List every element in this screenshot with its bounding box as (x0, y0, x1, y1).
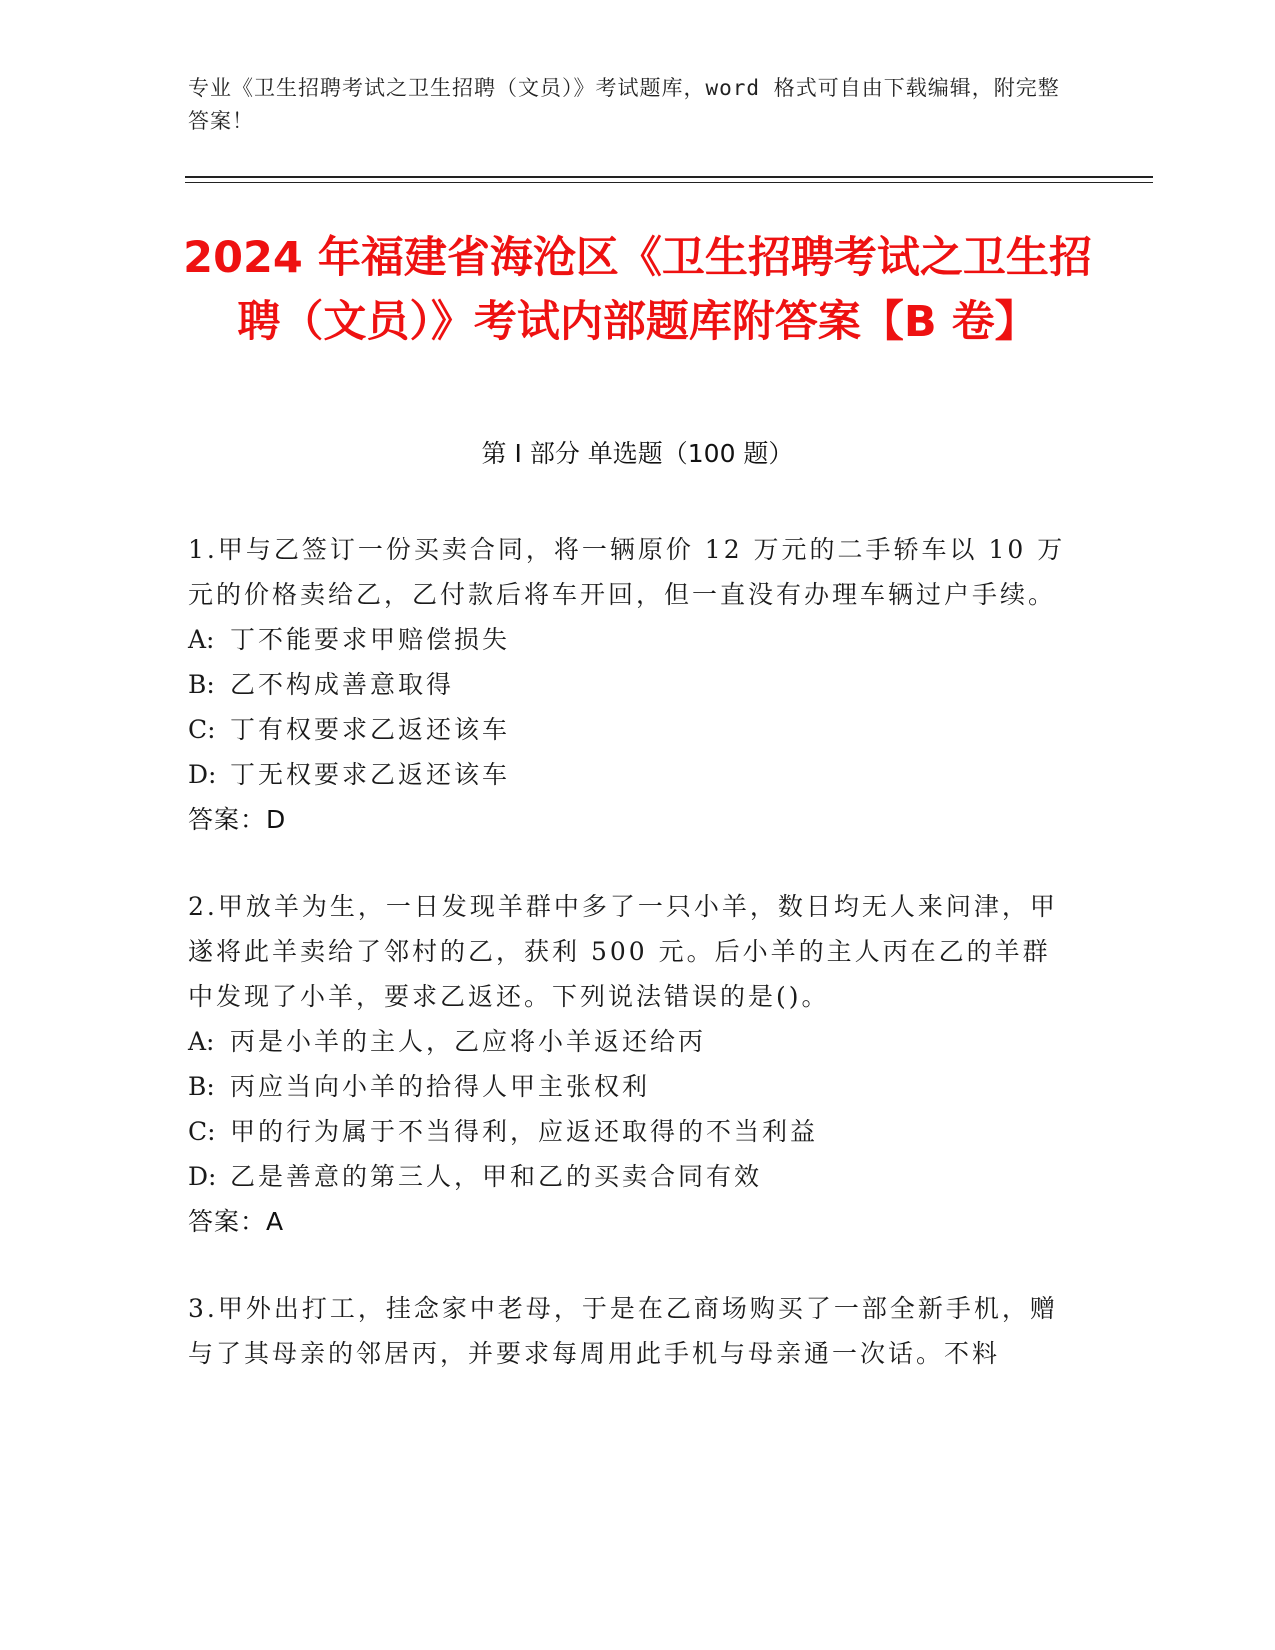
option-letter: B: (188, 1072, 215, 1101)
header-divider-thin (185, 182, 1153, 183)
question-1 (188, 527, 1068, 842)
option-letter: D: (188, 1162, 217, 1191)
question-list (188, 527, 1068, 1418)
option-a (188, 1019, 1068, 1064)
option-text: 甲的行为属于不当得利，应返还取得的不当利益 (230, 1117, 819, 1146)
question-2 (188, 884, 1068, 1244)
option-letter: D: (188, 760, 217, 789)
option-d (188, 1154, 1068, 1199)
option-text: 乙不构成善意取得 (230, 670, 455, 699)
option-c (188, 1109, 1068, 1154)
option-text: 丙是小羊的主人，乙应将小羊返还给丙 (230, 1027, 707, 1056)
option-d (188, 752, 1068, 797)
option-letter: C: (188, 715, 216, 744)
option-text: 乙是善意的第三人，甲和乙的买卖合同有效 (230, 1162, 763, 1191)
question-stem: 1.甲与乙签订一份买卖合同，将一辆原价 12 万元的二手轿车以 10 万元的价格卖给乙，乙付款后将车开回，但一直没有办理车辆过户手续。 (188, 535, 1066, 609)
answer-line: 答案：D (188, 805, 287, 834)
option-text: 丁有权要求乙返还该车 (230, 715, 511, 744)
option-letter: A: (188, 1027, 215, 1056)
question-stem: 2.甲放羊为生，一日发现羊群中多了一只小羊，数日均无人来问津，甲遂将此羊卖给了邻村的乙，获利 500 元。后小羊的主人丙在乙的羊群中发现了小羊，要求乙返还。下列说法错误的是()。 (188, 892, 1058, 1011)
option-text: 丙应当向小羊的拾得人甲主张权利 (230, 1072, 651, 1101)
option-a (188, 617, 1068, 662)
option-letter: A: (188, 625, 215, 654)
option-letter: C: (188, 1117, 216, 1146)
option-letter: B: (188, 670, 215, 699)
option-b (188, 1064, 1068, 1109)
header-divider (185, 176, 1153, 178)
question-3 (188, 1286, 1068, 1376)
section-heading: 第 I 部分 单选题（100 题） (481, 439, 794, 468)
option-c (188, 707, 1068, 752)
document-title: 2024 年福建省海沧区《卫生招聘考试之卫生招聘（文员）》考试内部题库附答案【B 卷】 (183, 233, 1092, 347)
answer-line: 答案：A (188, 1207, 285, 1236)
option-b (188, 662, 1068, 707)
option-text: 丁无权要求乙返还该车 (230, 760, 511, 789)
question-stem: 3.甲外出打工，挂念家中老母，于是在乙商场购买了一部全新手机，赠与了其母亲的邻居丙，并要求每周用此手机与母亲通一次话。不料 (188, 1294, 1058, 1368)
header-note: 专业《卫生招聘考试之卫生招聘（文员）》考试题库，word 格式可自由下载编辑，附完整答案！ (188, 76, 1060, 133)
option-text: 丁不能要求甲赔偿损失 (230, 625, 511, 654)
